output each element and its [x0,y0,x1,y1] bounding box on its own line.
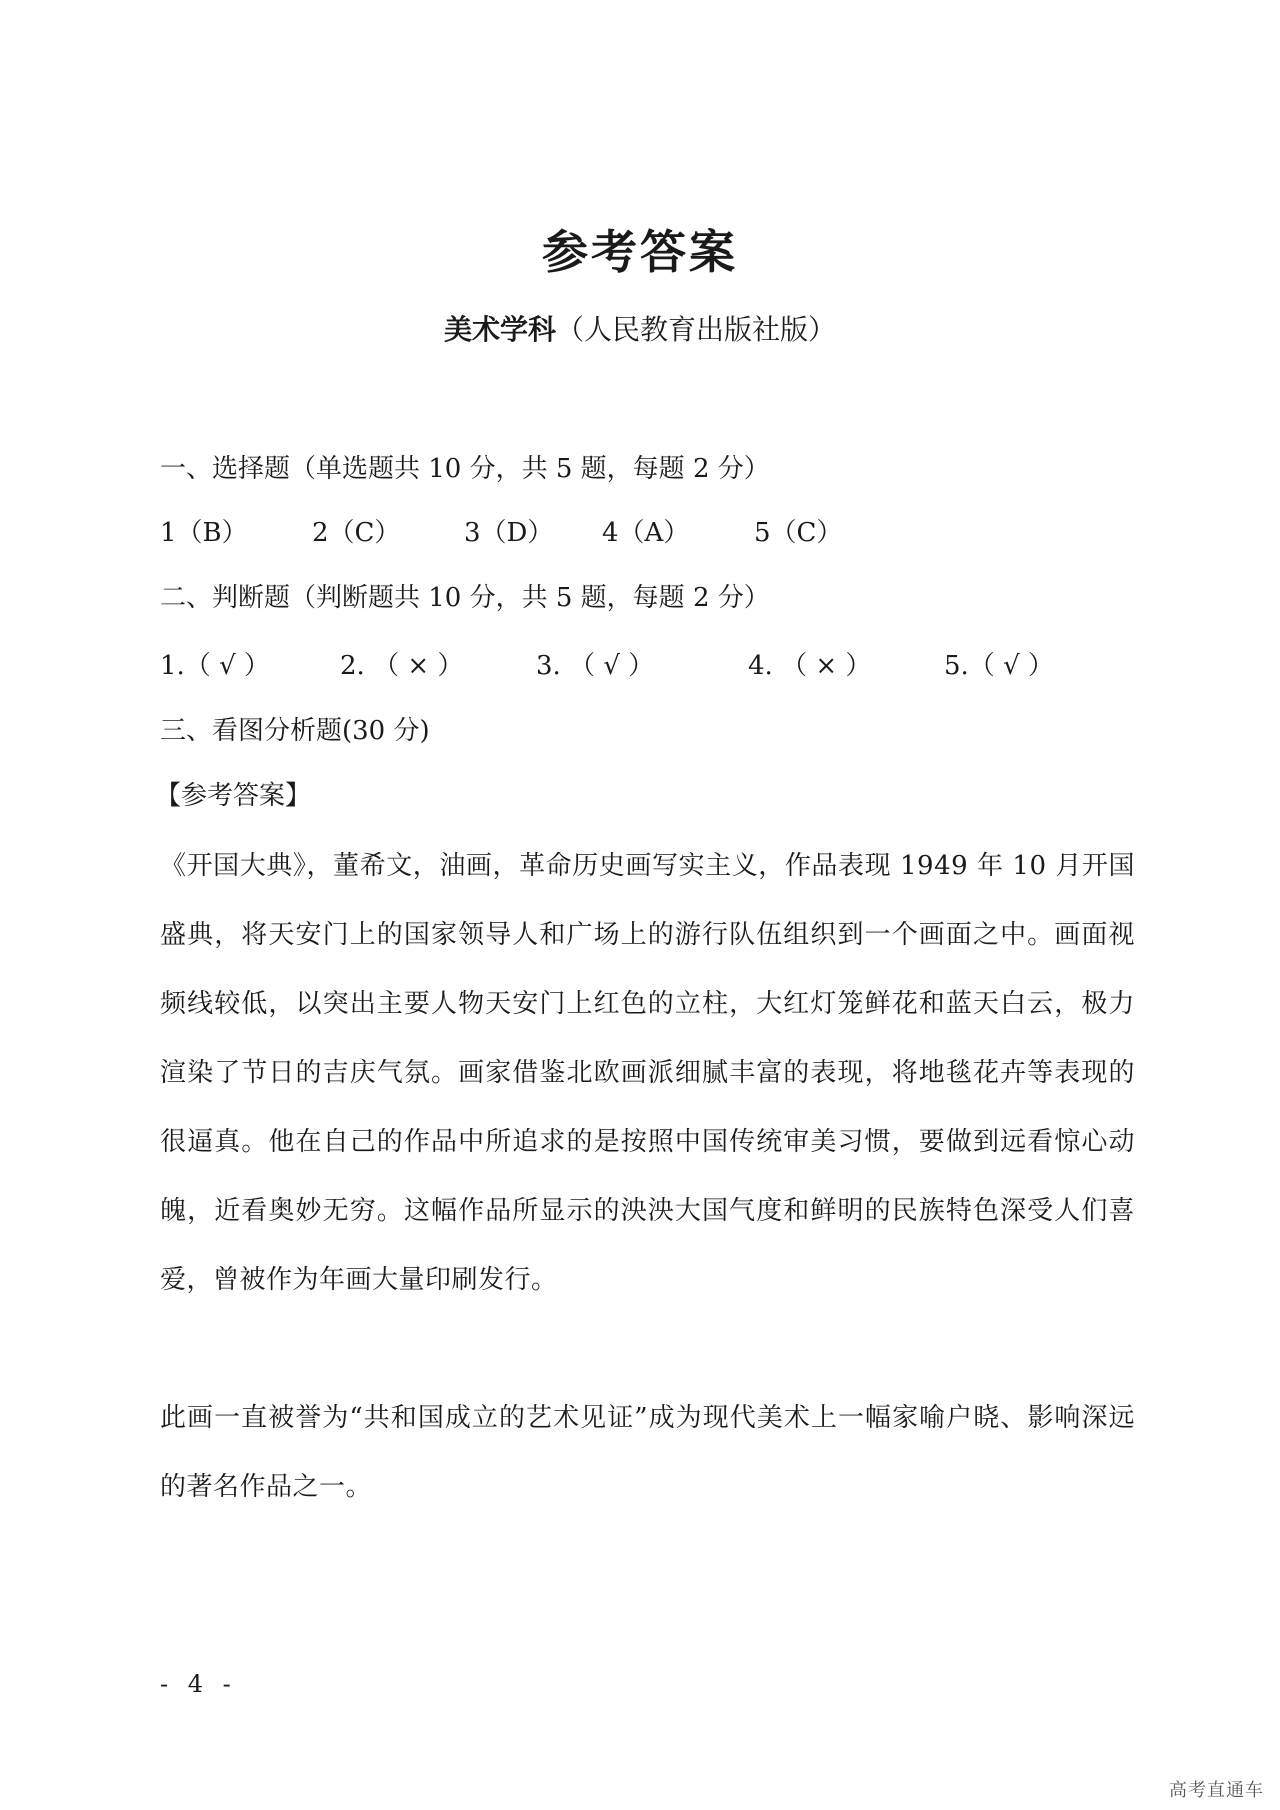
judge-answer-3: 3. （ √ ） [536,651,655,681]
analysis-paragraph-1: 《开国大典》，董希文，油画，革命历史画写实主义，作品表现 1949 年 10 月开国盛典，将天安门上的国家领导人和广场上的游行队伍组织到一个画面之中。画面视频线较低，以突出主要人物天安门上红色的立柱，大红灯笼鲜花和蓝天白云，极力渲染了节日的吉庆气氛。画家借鉴北欧画派细腻丰富的表现，将地毯花卉等表现的很逼真。他在自己的作品中所追求的是按照中国传统审美习惯，要做到远看惊心动魄，近看奥妙无穷。这幅作品所显示的泱泱大国气度和鲜明的民族特色深受人们喜爱，曾被作为年画大量印刷发行。 [160,851,1135,1295]
judge-answer-4: 4. （ × ） [748,651,872,681]
judge-answer-2: 2. （ × ） [340,651,464,681]
judge-answers [160,646,1054,686]
page-title: 参考答案 [542,225,738,279]
choice-answer-2: 2（C） [312,518,401,548]
subject-label: 美术学科 [443,313,556,346]
subtitle [0,310,1280,350]
choice-answer-5: 5（C） [754,518,843,548]
analysis-heading: 三、看图分析题(30 分) [160,716,430,746]
watermark: 高考直通车 [1169,1780,1264,1801]
choice-answers [160,513,842,553]
judge-heading: 二、判断题（判断题共 10 分，共 5 题，每题 2 分） [160,583,770,613]
choice-answer-4: 4（A） [602,518,690,548]
choice-heading: 一、选择题（单选题共 10 分，共 5 题，每题 2 分） [160,454,770,484]
page-number: - 4 - [160,1670,237,1698]
judge-answer-1: 1.（ √ ） [160,651,270,681]
judge-answer-5: 5.（ √ ） [944,651,1054,681]
analysis-paragraph-2: 此画一直被誉为“共和国成立的艺术见证”成为现代美术上一幅家喻户晓、影响深远的著名作品之一。 [160,1403,1135,1502]
answer-label: 【参考答案】 [155,781,312,811]
edition-label: （人民教育出版社版） [556,313,837,346]
choice-answer-3: 3（D） [464,518,554,548]
choice-answer-1: 1（B） [160,518,248,548]
